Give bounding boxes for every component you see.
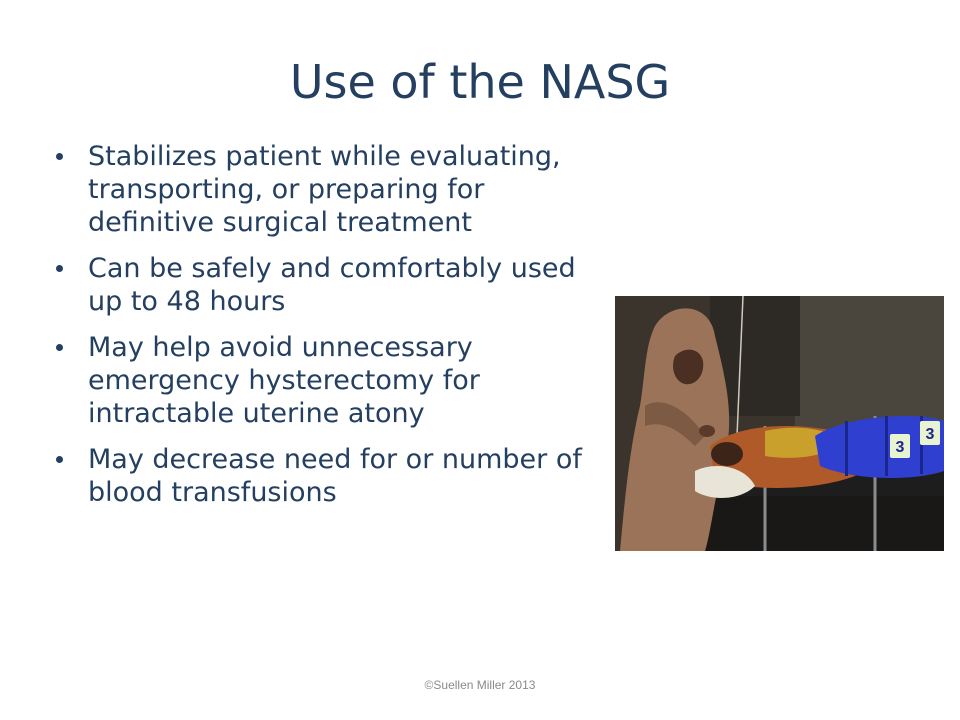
bullet-text: Stabilizes patient while evaluating, transporting, or preparing for definitive surgical treatment	[88, 141, 561, 238]
bullet-text: May decrease need for or number of blood transfusions	[88, 444, 582, 508]
bullet-item	[48, 252, 603, 318]
bullet-marker-icon	[56, 344, 63, 351]
bullet-item	[48, 443, 603, 509]
copyright-footer: ©Suellen Miller 2013	[424, 678, 536, 692]
bullet-text: Can be safely and comfortably used up to 48 hours	[88, 253, 576, 317]
slide-title: Use of the NASG	[289, 55, 671, 109]
bullet-item	[48, 140, 603, 239]
bullet-list	[48, 140, 603, 522]
bullet-marker-icon	[56, 456, 63, 463]
bullet-text: May help avoid unnecessary emergency hysterectomy for intractable uterine atony	[88, 332, 480, 429]
nasg-patient-photo	[615, 296, 944, 551]
bullet-marker-icon	[56, 265, 63, 272]
garment-segment-label: 3	[895, 439, 905, 456]
bullet-marker-icon	[56, 153, 63, 160]
garment-segment-label: 3	[925, 426, 935, 443]
bullet-item	[48, 331, 603, 430]
